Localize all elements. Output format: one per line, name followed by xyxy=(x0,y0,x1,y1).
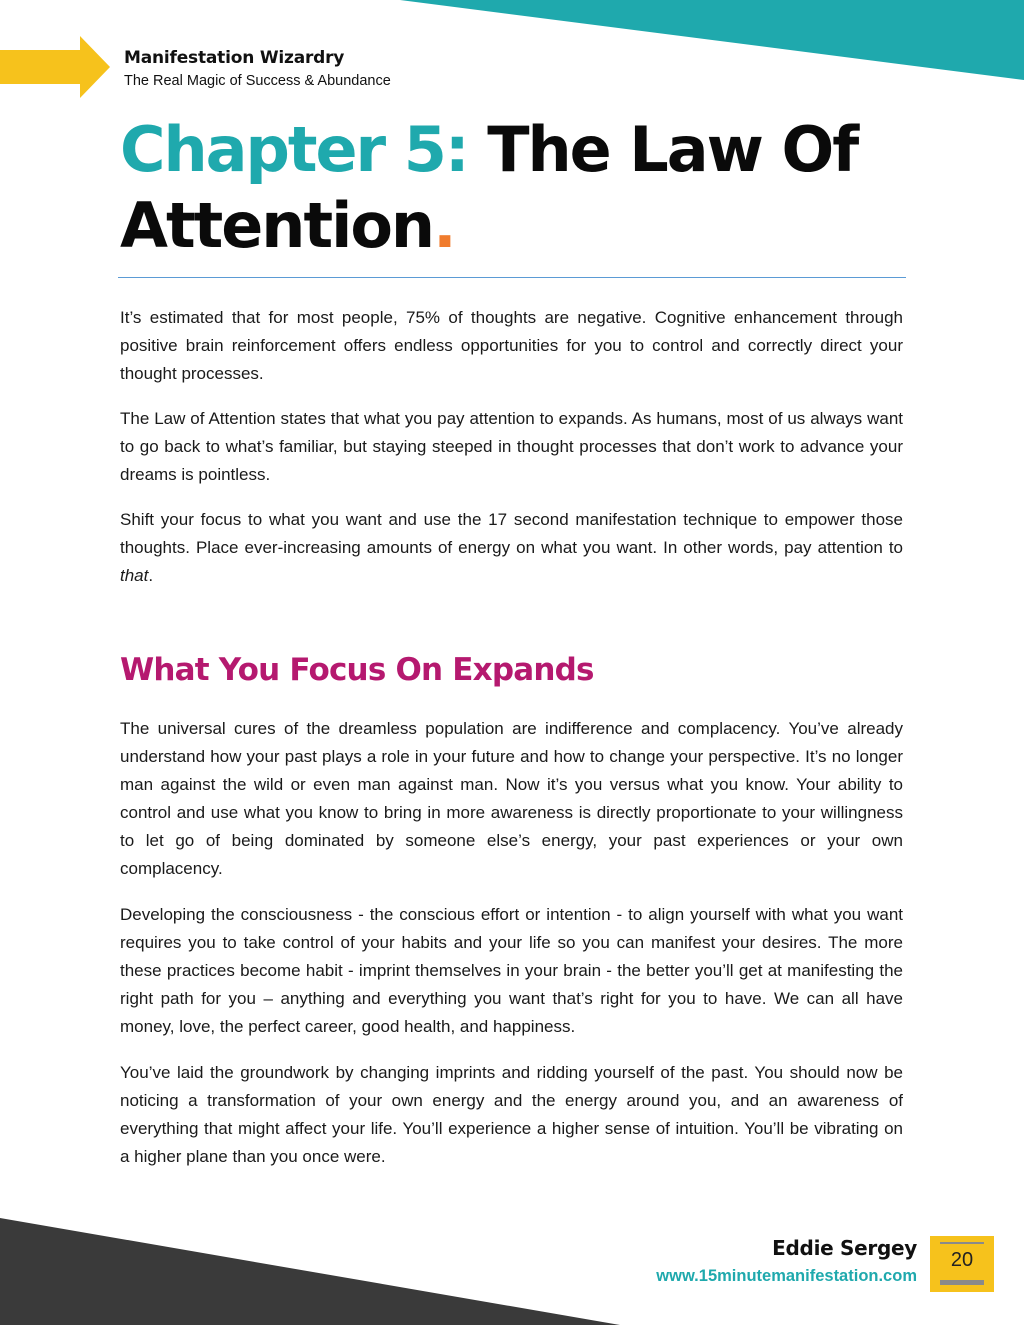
section-heading: What You Focus On Expands xyxy=(120,652,594,688)
page-number-box xyxy=(930,1236,994,1292)
section-paragraph-3: You’ve laid the groundwork by changing imprints and ridding yourself of the past. You should now be noticing a transformation of your own energy and the energy around you, and an awareness of everything that might affect your life. You’ll experience a higher sense of intuition. You’ll be vibrating on a higher plane than you once were. xyxy=(120,1063,903,1166)
document-subtitle: The Real Magic of Success & Abundance xyxy=(124,73,391,89)
chapter-dot: . xyxy=(433,189,455,262)
section-paragraph-1: The universal cures of the dreamless population are indifference and complacency. You’ve already understand how your past plays a role in your future and how to change your perspective. It’s no longer man against the wild or even man against man. Now it’s you versus what you know. Your ability to control and use what you know to bring in more awareness is directly proportionate to your willingness to let go of being dominated by someone else’s energy, your past experiences or your own complacency. xyxy=(120,719,903,878)
page-box-top-bar xyxy=(940,1242,984,1244)
chapter-name: The Law Of Attention xyxy=(120,113,858,262)
top-teal-band xyxy=(400,0,1024,80)
chapter-label: Chapter 5: xyxy=(120,113,468,186)
header-arrow-icon xyxy=(0,36,110,98)
intro-paragraph-2: The Law of Attention states that what you pay attention to expands. As humans, most of us always want to go back to what’s familiar, but staying steeped in thought processes that don’t work to advance your dreams is pointless. xyxy=(120,409,903,484)
document-title: Manifestation Wizardry xyxy=(124,48,345,68)
intro-paragraph-3-end: . xyxy=(148,566,154,585)
author-name: Eddie Sergey xyxy=(772,1236,917,1260)
heading-divider xyxy=(118,277,906,278)
intro-paragraph-3-text: Shift your focus to what you want and use the 17 second manifestation technique to empower those thoughts. Place ever-increasing amounts of energy on what you want. In other words, pay attention to xyxy=(120,510,903,557)
chapter-heading xyxy=(120,112,920,264)
page-box-bottom-bar xyxy=(940,1280,984,1285)
page-number: 20 xyxy=(950,1249,974,1271)
intro-paragraph-3 xyxy=(120,506,903,590)
emphasis-text: that xyxy=(120,566,149,585)
intro-paragraph-1: It’s estimated that for most people, 75% of thoughts are negative. Cognitive enhancement through positive brain reinforcement offers endless opportunities for you to control and correctly direct your thought processes. xyxy=(120,308,903,383)
bottom-dark-band xyxy=(0,1218,620,1325)
website-link[interactable]: www.15minutemanifestation.com xyxy=(656,1267,917,1285)
section-paragraph-2: Developing the consciousness - the conscious effort or intention - to align yourself with what you want requires you to take control of your habits and your life so you can manifest your desires. The more these practices become habit - imprint themselves in your brain - the better you’ll get at manifesting the right path for you – anything and everything you want that’s right for you to have. We can all have money, love, the perfect career, good health, and happiness. xyxy=(120,905,903,1036)
